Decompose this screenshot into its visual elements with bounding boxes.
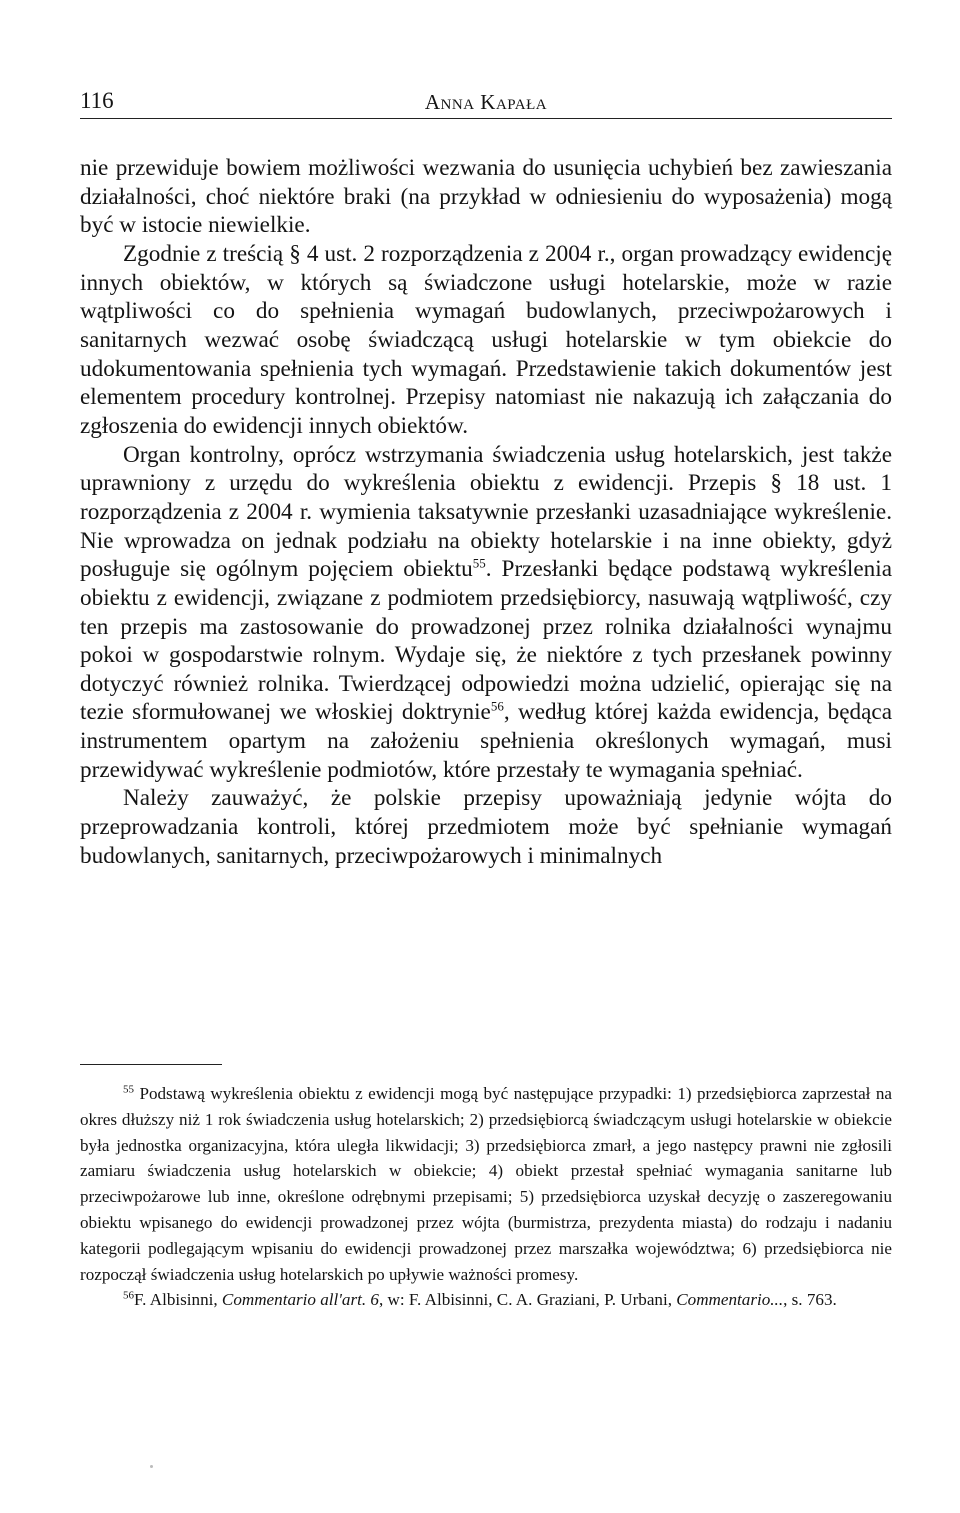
footnote-number: 55: [123, 1083, 134, 1096]
footnote-text: Podstawą wykreślenia obiektu z ewidencji mogą być następujące przypadki: 1) przedsiębiorca zaprzestał na okres dłuższy niż 1 rok świadczenia usług hotelarskich; 2) przedsiębiorcą świadczącym usługi hotelarskie w obiekcie była jednostka organizacyjna, która uległa likwidacji; 3) przedsiębiorca zmarł, a jego następcy prawni nie zgłosili zamiaru świadczenia usług hotelarskich w obiekcie; 4) obiekt przestał spełniać wymagania sanitarne lub przeciwpożarowe lub inne, określone odrębnymi przepisami; 5) przedsiębiorca uzyskał decyzję o zaszeregowaniu obiektu wpisanego do ewidencji prowadzonej przez wójta (burmistrza, prezydenta miasta) do rodzaju i nadaniu kategorii podlegającym wpisaniu do ewidencji prowadzonej przez marszałka województwa; 6) przedsiębiorca nie rozpoczął świadczenia usług hotelarskich po upływie ważności promesy.: [80, 1084, 892, 1284]
footnote-number: 56: [123, 1289, 134, 1302]
scan-speck: [150, 1465, 153, 1468]
author-first-rest: NNA: [440, 97, 475, 113]
footnote-italic-title: Commentario all'art. 6: [221, 1290, 379, 1310]
paragraph-text: Organ kontrolny, oprócz wstrzymania świadczenia usług hotelarskich, jest także uprawniony z urzędu do wykreślenia obiektu z ewidencji. Przepis § 18 ust. 1 rozporządzenia z 2004 r. wymienia taksatywnie przesłanki uzasadniające wykreślenie. Nie wprowadza on jednak podziału na obiekty hotelarskie i na inne obiekty, gdyż posługuje się ogólnym pojęciem obiektu: [80, 441, 892, 583]
paragraph: Należy zauważyć, że polskie przepisy upoważniają jedynie wójta do przeprowadzania kontroli, której przedmiotem może być spełnianie wymagań budowlanych, sanitarnych, przeciwpożarowych i minimalnych: [80, 785, 892, 869]
running-title-author: [80, 90, 892, 115]
footnote-reference[interactable]: 55: [472, 555, 486, 571]
paragraph: [80, 441, 892, 785]
footnote-55: [80, 1081, 892, 1287]
paragraph-text: . Przesłanki będące podstawą wykreślenia obiektu z ewidencji, związane z podmiotem przedsiębiorcy, nasuwają wątpliwość, czy ten przepis ma zastosowanie do prowadzonej przez rolnika działalności wynajmu pokoi w gospodarstwie rolnym. Wydaje się, że niektóre z tych przesłanek powinny dotyczyć również rolnika. Twierdzącej odpowiedzi można udzielić, opierając się na tezie sformułowanej we włoskiej doktrynie: [80, 556, 892, 726]
paragraph-continued: nie przewiduje bowiem możliwości wezwania do usunięcia uchybień bez zawieszania działalności, choć niektóre braki (na przykład w odniesieniu do wyposażenia) mogą być w istocie niewielkie.: [80, 155, 892, 239]
author-last-initial: K: [480, 90, 496, 114]
footnote-text: , s. 763.: [783, 1290, 837, 1310]
footnotes: [80, 1081, 892, 1313]
page-number: 116: [80, 88, 114, 113]
footnote-separator: [80, 1064, 222, 1065]
author-last-rest: APAŁA: [495, 97, 548, 113]
main-text: [80, 154, 892, 870]
footnote-italic-title: Commentario...: [676, 1290, 784, 1310]
footnote-reference[interactable]: 56: [490, 698, 504, 714]
paragraph: Zgodnie z treścią § 4 ust. 2 rozporządzenia z 2004 r., organ prowadzący ewidencję innych obiektów, w których są świadczone usługi hotelarskie, może w razie wątpliwości co do spełnienia wymagań budowlanych, przeciwpożarowych i sanitarnych wezwać osobę świadczącą usługi hotelarskie w tym obiekcie do udokumentowania spełnienia tych wymagań. Przedstawienie takich dokumentów jest elementem procedury kontrolnej. Przepisy natomiast nie nakazują ich załączania do zgłoszenia do ewidencji innych obiektów.: [80, 240, 892, 439]
footnote-56: [80, 1287, 892, 1313]
footnote-text: , w: F. Albisinni, C. A. Graziani, P. Urbani,: [378, 1290, 677, 1310]
footnote-text: F. Albisinni,: [134, 1290, 222, 1310]
paragraph-text: , według której każda ewidencja, będąca instrumentem opartym na założeniu spełnienia określonych wymagań, musi przewidywać wykreślenie podmiotów, które przestały te wymagania spełniać.: [80, 699, 892, 783]
running-header: [80, 84, 892, 119]
author-first-initial: A: [424, 90, 441, 114]
